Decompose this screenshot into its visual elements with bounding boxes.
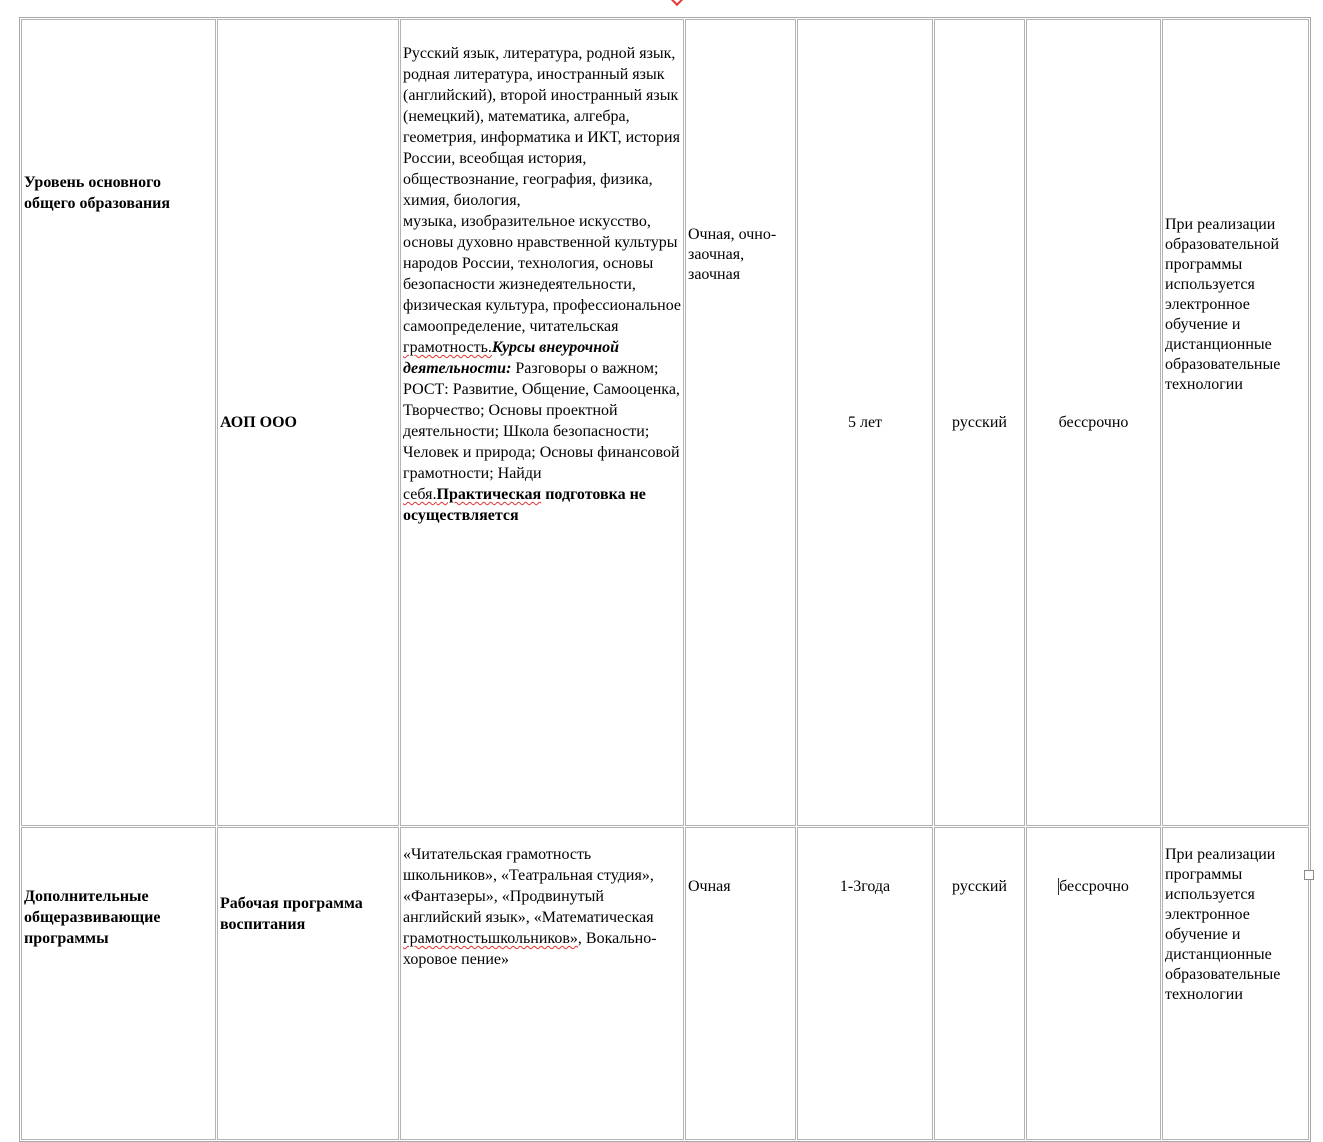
note-text: При реализации образовательной программы используется электронное обучение и дистанционные образовательные технологии (1165, 216, 1281, 393)
level-cell[interactable] (21, 19, 216, 826)
accreditation-cell[interactable] (1026, 827, 1161, 1140)
subjects-text (403, 844, 681, 970)
note-cell[interactable] (1162, 19, 1309, 826)
spellcheck-word: грамотностьшкольников» (403, 930, 578, 947)
subjects-part2: , Вокально-хоровое пение» (403, 930, 657, 968)
table-row (21, 827, 1309, 1140)
program-cell[interactable] (217, 19, 399, 826)
practice-label: Практическая (436, 486, 542, 503)
subjects-text-2: музыка, изобразительное искусство, основы духовно нравственной культуры народов России, технология, основы безопасности жизнедеятельности, физическая культура, профессиональное самоопределение, читательская (403, 213, 681, 335)
subjects-cell[interactable] (400, 19, 684, 826)
note-text: При реализации программы используется электронное обучение и дистанционные образовательные технологии (1165, 846, 1281, 1003)
level-cell[interactable] (21, 827, 216, 1140)
table-resize-handle[interactable] (1304, 870, 1314, 880)
accreditation-text: бессрочно (1059, 878, 1129, 895)
table-row (21, 19, 1309, 826)
language-cell[interactable] (934, 19, 1025, 826)
duration-text: 1-3года (839, 878, 891, 895)
subjects-paragraph (403, 211, 681, 526)
accreditation-cell[interactable] (1026, 19, 1161, 826)
subjects-text: Русский язык, литература, родной язык, родная литература, иностранный язык (английский), второй иностранный язык (немецкий), математика, алгебра, геометрия, информатика и ИКТ, история России, всеобщая история, обществознание, география, физика, химия, биология, (403, 45, 680, 209)
subjects-part1: «Читательская грамотность школьников», «Театральная студия», «Фантазеры», «Продвинутый английский язык», «Математическая (403, 846, 654, 926)
form-text: Очная, очно-заочная, заочная (688, 226, 777, 283)
form-text: Очная (688, 878, 731, 895)
program-text: Рабочая программа воспитания (220, 895, 363, 933)
extracurricular-label: Курсы внеурочной деятельности: (403, 339, 619, 377)
subjects-cell[interactable] (400, 827, 684, 1140)
language-cell[interactable] (934, 827, 1025, 1140)
form-cell[interactable] (685, 827, 796, 1140)
level-text: Уровень основного общего образования (24, 174, 171, 212)
note-cell[interactable] (1162, 827, 1309, 1140)
red-arrow-mark (670, 0, 684, 6)
duration-text: 5 лет (847, 414, 883, 431)
duration-cell[interactable] (797, 827, 933, 1140)
duration-cell[interactable] (797, 19, 933, 826)
level-text: Дополнительные общеразвивающие программы (24, 888, 161, 947)
program-cell[interactable] (217, 827, 399, 1140)
spellcheck-word: себя. (403, 486, 437, 503)
language-text: русский (952, 414, 1007, 431)
program-text: АОП ООО (220, 414, 297, 431)
spellcheck-word: грамотность. (403, 339, 492, 356)
practice-text: подготовка не осуществляется (403, 486, 646, 524)
education-programs-table (19, 17, 1311, 1142)
language-text: русский (952, 878, 1007, 895)
accreditation-text: бессрочно (1058, 414, 1129, 431)
form-cell[interactable] (685, 19, 796, 826)
extracurricular-text: Разговоры о важном; РОСТ: Развитие, Общение, Самооценка, Творчество; Основы проектной деятельности; Школа безопасности; Человек и природа; Основы финансовой грамотности; Найди (403, 360, 680, 482)
